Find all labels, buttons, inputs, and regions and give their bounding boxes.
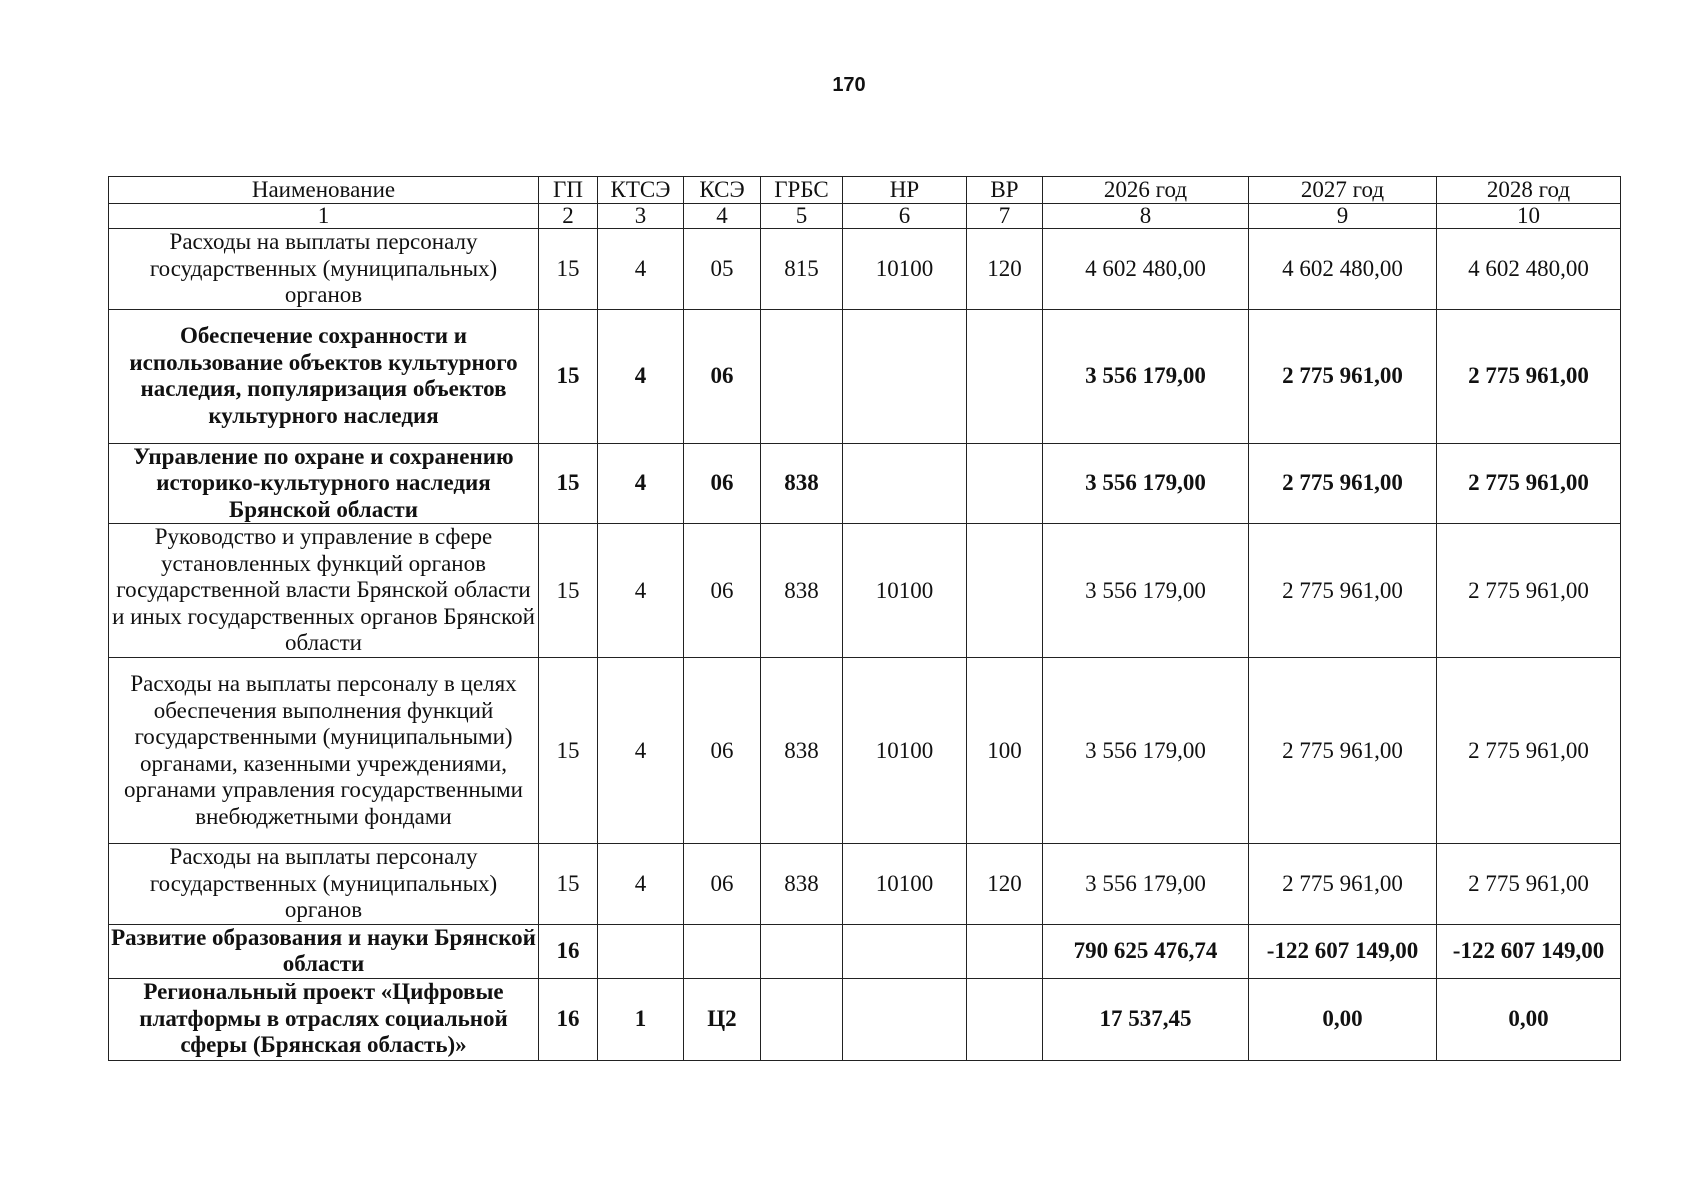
row-name: Обеспечение сохранности и использование объектов культурного наследия, популяризация объектов культурного наследия [109, 309, 539, 443]
column-number: 10 [1437, 204, 1621, 229]
table-row [109, 844, 1621, 925]
row-amount-2027: 2 775 961,00 [1249, 443, 1437, 524]
column-number-row [109, 204, 1621, 229]
column-number: 7 [967, 204, 1043, 229]
row-nr: 10100 [843, 229, 967, 310]
row-grbs [761, 309, 843, 443]
header-2027: 2027 год [1249, 177, 1437, 204]
row-kse: Ц2 [684, 978, 761, 1060]
row-name: Расходы на выплаты персоналу государственных (муниципальных) органов [109, 229, 539, 310]
row-nr [843, 443, 967, 524]
table-row [109, 658, 1621, 844]
row-nr [843, 924, 967, 978]
row-name: Расходы на выплаты персоналу государственных (муниципальных) органов [109, 844, 539, 925]
row-amount-2027: 0,00 [1249, 978, 1437, 1060]
header-vr: ВР [967, 177, 1043, 204]
row-gp: 15 [539, 443, 598, 524]
row-amount-2026: 3 556 179,00 [1043, 524, 1249, 658]
row-name: Расходы на выплаты персоналу в целях обеспечения выполнения функций государственными (муниципальными) органами, казенными учреждениями, органами управления государственными внебюджетными фондами [109, 658, 539, 844]
row-amount-2028: 2 775 961,00 [1437, 658, 1621, 844]
row-amount-2026: 17 537,45 [1043, 978, 1249, 1060]
table-row [109, 229, 1621, 310]
row-gp: 15 [539, 309, 598, 443]
header-2026: 2026 год [1043, 177, 1249, 204]
header-nr: НР [843, 177, 967, 204]
row-amount-2028: 0,00 [1437, 978, 1621, 1060]
row-amount-2028: 4 602 480,00 [1437, 229, 1621, 310]
row-vr [967, 443, 1043, 524]
column-number: 8 [1043, 204, 1249, 229]
row-grbs [761, 978, 843, 1060]
row-amount-2028: 2 775 961,00 [1437, 524, 1621, 658]
row-gp: 15 [539, 658, 598, 844]
row-kse [684, 924, 761, 978]
row-ktse: 4 [598, 844, 684, 925]
column-number: 6 [843, 204, 967, 229]
row-grbs: 838 [761, 658, 843, 844]
row-kse: 05 [684, 229, 761, 310]
row-amount-2027: -122 607 149,00 [1249, 924, 1437, 978]
row-gp: 15 [539, 524, 598, 658]
row-nr [843, 978, 967, 1060]
row-kse: 06 [684, 844, 761, 925]
row-amount-2027: 2 775 961,00 [1249, 844, 1437, 925]
row-nr [843, 309, 967, 443]
row-amount-2028: 2 775 961,00 [1437, 309, 1621, 443]
row-kse: 06 [684, 658, 761, 844]
row-ktse: 4 [598, 229, 684, 310]
row-amount-2028: 2 775 961,00 [1437, 844, 1621, 925]
header-gp: ГП [539, 177, 598, 204]
column-number: 5 [761, 204, 843, 229]
row-ktse: 1 [598, 978, 684, 1060]
row-name: Руководство и управление в сфере установленных функций органов государственной власти Брянской области и иных государственных органов Брянской области [109, 524, 539, 658]
budget-table [108, 176, 1621, 1061]
row-ktse: 4 [598, 658, 684, 844]
column-number: 4 [684, 204, 761, 229]
row-vr: 120 [967, 844, 1043, 925]
row-nr: 10100 [843, 658, 967, 844]
table-row [109, 309, 1621, 443]
row-kse: 06 [684, 309, 761, 443]
row-vr: 100 [967, 658, 1043, 844]
table-row [109, 524, 1621, 658]
row-vr [967, 524, 1043, 658]
row-amount-2027: 2 775 961,00 [1249, 309, 1437, 443]
header-2028: 2028 год [1437, 177, 1621, 204]
row-gp: 15 [539, 844, 598, 925]
column-number: 9 [1249, 204, 1437, 229]
column-number: 3 [598, 204, 684, 229]
row-grbs: 838 [761, 443, 843, 524]
row-name: Региональный проект «Цифровые платформы в отраслях социальной сферы (Брянская область)» [109, 978, 539, 1060]
row-ktse: 4 [598, 524, 684, 658]
table-row [109, 443, 1621, 524]
row-gp: 15 [539, 229, 598, 310]
row-ktse: 4 [598, 443, 684, 524]
row-amount-2028: 2 775 961,00 [1437, 443, 1621, 524]
row-name: Развитие образования и науки Брянской области [109, 924, 539, 978]
row-amount-2026: 3 556 179,00 [1043, 443, 1249, 524]
row-amount-2026: 790 625 476,74 [1043, 924, 1249, 978]
row-vr [967, 309, 1043, 443]
row-vr: 120 [967, 229, 1043, 310]
row-ktse [598, 924, 684, 978]
header-ktse: КТСЭ [598, 177, 684, 204]
row-vr [967, 924, 1043, 978]
row-ktse: 4 [598, 309, 684, 443]
row-grbs: 838 [761, 524, 843, 658]
table-row [109, 924, 1621, 978]
row-amount-2027: 4 602 480,00 [1249, 229, 1437, 310]
row-gp: 16 [539, 924, 598, 978]
row-grbs: 815 [761, 229, 843, 310]
row-amount-2026: 3 556 179,00 [1043, 658, 1249, 844]
header-kse: КСЭ [684, 177, 761, 204]
header-name: Наименование [109, 177, 539, 204]
column-number: 1 [109, 204, 539, 229]
table-body [109, 229, 1621, 1061]
row-amount-2028: -122 607 149,00 [1437, 924, 1621, 978]
row-amount-2026: 3 556 179,00 [1043, 844, 1249, 925]
row-amount-2026: 3 556 179,00 [1043, 309, 1249, 443]
table-row [109, 978, 1621, 1060]
row-nr: 10100 [843, 844, 967, 925]
row-kse: 06 [684, 524, 761, 658]
row-grbs [761, 924, 843, 978]
header-row [109, 177, 1621, 204]
row-nr: 10100 [843, 524, 967, 658]
row-amount-2027: 2 775 961,00 [1249, 524, 1437, 658]
row-kse: 06 [684, 443, 761, 524]
row-gp: 16 [539, 978, 598, 1060]
row-vr [967, 978, 1043, 1060]
header-grbs: ГРБС [761, 177, 843, 204]
column-number: 2 [539, 204, 598, 229]
row-amount-2026: 4 602 480,00 [1043, 229, 1249, 310]
page-number: 170 [832, 74, 866, 96]
row-name: Управление по охране и сохранению историко-культурного наследия Брянской области [109, 443, 539, 524]
row-amount-2027: 2 775 961,00 [1249, 658, 1437, 844]
row-grbs: 838 [761, 844, 843, 925]
